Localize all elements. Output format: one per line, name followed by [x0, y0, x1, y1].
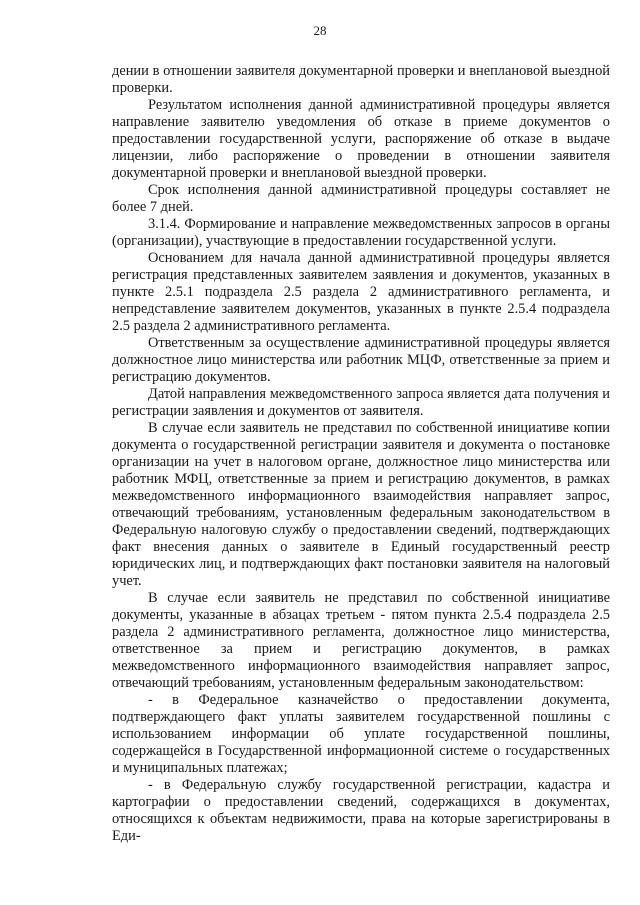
document-body: [112, 63, 610, 845]
list-item-rosreestr: - в Федеральную службу государственной регистрации, кадастра и картографии о предоставлении сведений, содержащихся в документах, относящихся к объектам недвижимости, права на которые зарегистрированы в Еди-: [112, 777, 610, 844]
list-item-treasury: - в Федеральное казначейство о предоставлении документа, подтверждающего факт уплаты заявителем государственной пошлины с использованием информации об уплате государственной пошлины, содержащейся в Государственной информационной системе о государственных и муниципальных платежах;: [112, 692, 610, 776]
paragraph-request-date: Датой направления межведомственного запроса является дата получения и регистрации заявления и документов от заявителя.: [112, 386, 610, 419]
paragraph-tax-request: В случае если заявитель не представил по собственной инициативе копии документа о государственной регистрации заявителя и документа о постановке организации на учет в налоговом органе, должностное лицо министерства или работник МФЦ, ответственные за прием и регистрацию документов, в рамках межведомственного информационного взаимодействия направляет запрос, отвечающий требованиям, установленным федеральным законодательством в Федеральную налоговую службу о предоставлении сведений, подтверждающих факт внесения данных о заявителе в Единый государственный реестр юридических лиц, и подтверждающих факт постановки заявителя на налоговый учет.: [112, 420, 610, 589]
page-number: 28: [313, 23, 327, 38]
paragraph-result: Результатом исполнения данной административной процедуры является направление заявителю уведомления об отказе в приеме документов о предоставлении государственной услуги, распоряжение об отказе в выдаче лицензии, либо распоряжение о проведении в отношении заявителя документарной проверки и внеплановой выездной проверки.: [112, 97, 610, 181]
paragraph-basis: Основанием для начала данной административной процедуры является регистрация представленных заявителем заявления и документов, указанных в пункте 2.5.1 подраздела 2.5 раздела 2 административного регламента, и непредставление заявителем документов, указанных в пункте 2.5.4 подраздела 2.5 раздела 2 административного регламента.: [112, 250, 610, 334]
paragraph-term: Срок исполнения данной административной процедуры составляет не более 7 дней.: [112, 182, 610, 215]
paragraph-continuation: дении в отношении заявителя документарной проверки и внеплановой выездной проверки.: [112, 63, 610, 96]
paragraph-other-request: В случае если заявитель не представил по собственной инициативе документы, указанные в абзацах третьем - пятом пункта 2.5.4 подраздела 2.5 раздела 2 административного регламента, должностное лицо министерства, ответственное за прием и регистрацию документов, в рамках межведомственного информационного взаимодействия направляет запрос, отвечающий требованиям, установленным федеральным законодательством:: [112, 590, 610, 691]
paragraph-section-heading: 3.1.4. Формирование и направление межведомственных запросов в органы (организации), участвующие в предоставлении государственной услуги.: [112, 216, 610, 249]
paragraph-responsible: Ответственным за осуществление административной процедуры является должностное лицо министерства или работник МЦФ, ответственные за прием и регистрацию документов.: [112, 335, 610, 385]
